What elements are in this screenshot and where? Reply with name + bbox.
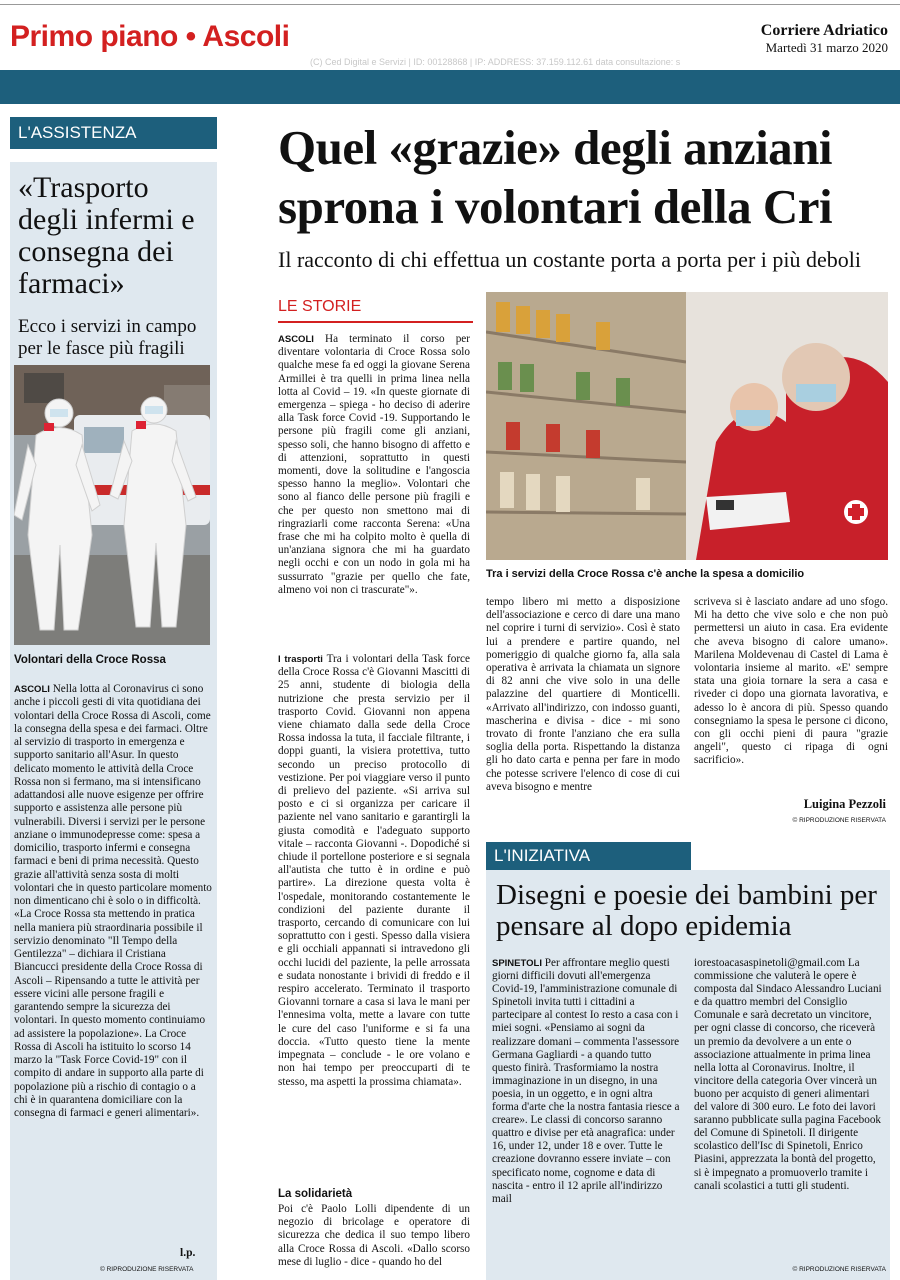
left-rights-notice: © RIPRODUZIONE RISERVATA	[100, 1266, 194, 1273]
main-signature: Luigina Pezzoli	[803, 797, 886, 811]
grocery-photo	[486, 292, 888, 560]
left-subhead: Ecco i servizi in campo per le fasce più fragili	[18, 316, 197, 359]
section-title: Primo piano • Ascoli	[10, 20, 290, 53]
iniziativa-dateline: SPINETOLI	[492, 958, 542, 969]
subhead-trasporti: I trasporti	[278, 654, 323, 665]
watermark-text: (C) Ced Digital e Servizi | ID: 00128868 | IP: ADDRESS: 37.159.112.61 data consultazione: s	[310, 57, 681, 67]
volunteers-photo	[14, 365, 210, 645]
subhead-solidarieta: La solidarietà	[278, 1188, 353, 1200]
iniziativa-kicker: L'INIZIATIVA	[486, 842, 691, 870]
iniziativa-column-2: iorestoacasaspinetoli@gmail.com La commissione che valuterà le opere è composta dal Sindaco Alessandro Luciani e da quattro membri del Consiglio Comunale e sarà decretato un vincitore, per ogni classe di concorso, che riceverà un premio da devolvere a un ente o associazione attualmente in prima linea nella lotta al Coronavirus. Inoltre, il vincitore della categoria Over vincerà un buono per acquisto di generi alimentari del valore di 300 euro. Le foto dei lavori saranno pubblicate sulla pagina Facebook del Comune di Spinetoli. Il dirigente scolastico dell'Isc di Spinetoli, Enrico Piasini, apprezzata la bontà del progetto, si è impegnato a promuoverlo tramite i canali scolastici a tutti gli studenti.	[694, 957, 882, 1192]
paper-date: Martedì 31 marzo 2020	[765, 40, 888, 55]
stories-rule	[278, 321, 473, 323]
main-headline: Quel «grazie» degli anziani sprona i volontari della Cri	[278, 120, 833, 234]
top-rule	[0, 4, 900, 5]
main-dateline: ASCOLI	[278, 334, 314, 345]
iniziativa-rights-notice: © RIPRODUZIONE RISERVATA	[792, 1266, 886, 1273]
main-subhead: Il racconto di chi effettua un costante porta a porta per i più deboli	[278, 247, 861, 272]
article-column-1b	[278, 653, 470, 1089]
paper-name: Corriere Adriatico	[760, 22, 888, 39]
paragraph-3: Poi c'è Paolo Lolli dipendente di un negozio di bricolage e operatore di sicurezza che dedica il suo tempo libero alla Croce Rossa di Ascoli. «Dallo scorso mese di luglio - dice - quando ho del	[278, 1203, 470, 1268]
left-body-paragraph: Nella lotta al Coronavirus ci sono anche i piccoli gesti di vita quotidiana dei volontari della Croce Rossa di Ascoli, come la consegna della spesa e dei farmaci. Oltre al servizio di trasporto in emergenza e supporto sanitario all'Asur. In questo delicato momento le attività della Croce Rossa non si fermano, ma si intensificano adattandosi alle nuove esigenze per offrire supporto e assistenza alle persone più vulnerabili. Diversi i servizi per le persone anziane o immunodepresse come: spesa a domicilio, trasporto infermi e consegna farmaci e beni di prima necessità. Questo grazie all'attività senza sosta di molti volontari che in questo particolare momento non dimenticano chi è solo o in difficoltà. «La Croce Rossa sta mettendo in pratica nella maniera più straordinaria possibile il servizio denominato "Il Tempo della Gentilezza" – dichiara il Cristiana Biancucci presidente della Croce Rossa di Ascoli – Ripensando a tutte le attività per essere vicini alle persone fragili e garantendo sempre la sicurezza dei volontari. In questo momento continuiamo ad assistere la popolazione». La Croce Rossa di Ascoli ha istituito lo scorso 14 marzo la "Task Force Covid-19" con il compito di andare in supporto alla parte di popolazione più a rischio di contagio o a chi è in quarantena domiciliare con la consegna di farmaci e generi alimentari».	[14, 683, 212, 1119]
left-signature: l.p.	[180, 1247, 196, 1259]
left-photo-caption: Volontari della Croce Rossa	[14, 654, 166, 666]
paragraph-1: Ha terminato il corso per diventare volontaria di Croce Rossa solo qualche mese fa ed oggi la giovane Serena Armillei è tra quelli in prima linea nella lotta al Covid – 19. «In queste giornate di emergenza – spiega - ho deciso di aderire alla Task force Covid -19. Supportando le persone più fragili come gli anziani, spesso soli, che hanno bisogno di affetto e di attenzioni, soprattutto in questi momenti, dove la solitudine e l'angoscia spesso hanno la meglio». Volontari che sono al fianco delle persone più fragili e che per questo non smettono mai di ringraziarli come racconta Serena: «Una frase che mi ha colpito molto è quella di un'anziana signora che mi ha guardato negli occhi e con un nodo in gola mi ha sussurrato "grazie per quello che fate, almeno voi non ci trascurate"».	[278, 333, 470, 596]
left-dateline: ASCOLI	[14, 684, 50, 695]
article-column-3: scriveva si è lasciato andare ad uno sfogo. Mi ha detto che vive solo e che non può permettersi un aiuto in casa. Era evidente che aveva bisogno di calore umano». Marilena Moldevenau di Castel di Lama è volontaria insieme al marito. «E' sempre stata una gioia tornare la sera a casa e riveder ci dopo una giornata lavorativa, e adesso lo è ancora di più. Spesso quando consegniamo la spesa le persone ci dicono, con gli occhi pieni di paura "grazie angeli", questo ci ripaga di ogni sacrificio».	[694, 596, 888, 767]
main-photo-caption: Tra i servizi della Croce Rossa c'è anche la spesa a domicilio	[486, 568, 805, 580]
paragraph-2: Tra i volontari della Task force della Croce Rossa c'è Giovanni Mascitti di 25 anni, studente di biologia della nutrizione che presta servizio per il trasporto Covid. Giovanni non appena viene chiamato dalla sede della Croce Rossa indossa la tuta, il facciale filtrante, i doppi guanti, la visiera protettiva, tutto secondo un preciso protocollo di vestizione. Per poi viaggiare verso il punto di prelievo del paziente. «Si arriva sul posto e ci si organizza per caricare il paziente nel vano sanitario e garantirgli la giusta comodità e l'adeguato supporto vitale – racconta Giovanni -. Dopodiché si chiude il portellone posteriore e si segnala all'autista che tutto è in ordine e può partire». La direzione questa volta è l'ospedale, monitorando costantemente le condizioni del paziente durante il trasporto, cercando di comunicare con lui soprattutto con i gesti. Spesso dalla visiera e gli occhiali appannati si intravedono gli occhi lucidi del paziente, la pelle arrossata e sudata nonostante i brividi di freddo e il respiro accelerato. Terminato il trasporto Giovanni tornare a casa si lava le mani per l'ennesima volta, mette a lavare con tutte le cure del caso l'uniforme e si fa una doccia. «Tutto questo tiene la mente impegnata – conclude - le ore volano e non hai tempo per preoccuparti di te stesso, ma aspetti la prossima chiamata».	[278, 653, 470, 1088]
main-rights-notice: © RIPRODUZIONE RISERVATA	[792, 817, 886, 824]
iniziativa-headline: Disegni e poesie dei bambini per pensare al dopo epidemia	[496, 879, 877, 942]
stories-label: LE STORIE	[278, 298, 362, 315]
left-headline: «Trasporto degli infermi e consegna dei farmaci»	[18, 171, 195, 300]
left-body-text	[14, 683, 212, 1120]
article-column-2: tempo libero mi metto a disposizione dell'associazione e cerco di dare una mano nel coprire i turni di servizio». Così è stato lui a prendere e partire quando, nel pomeriggio di qualche giorno fa, alla sala operativa è arrivata la chiamata un signore di 82 anni che vive solo in una delle palazzine del quartiere di Monticelli. «Arrivato all'indirizzo, con indosso guanti, mascherina e divisa - dice - mi sono trovato di fronte l'anziano che era sulla soglia della porta. Rispettando la distanza gli ho dato carta e penna per fare in modo che potesse scrivere l'elenco di cose di cui aveva bisogno e mentre	[486, 596, 680, 793]
left-kicker: L'ASSISTENZA	[10, 117, 217, 149]
iniziativa-paragraph-1: Per affrontare meglio questi giorni difficili dovuti all'emergenza Covid-19, l'amministrazione comunale di Spinetoli invita tutti i cittadini a partecipare al contest Io resto a casa con i miei sogni. «Pensiamo ai sogni da realizzare domani – commenta l'assessore Germana Gagliardi - a quando tutto questo finirà. Trasformiamo la nostra immaginazione in un disegno, in una poesia, in un oggetto, e in ogni altra forma d'arte che la nostra fantasia riesce a creare». Le classi di concorso saranno quattro e divise per età anagrafica: under 16, under 12, under 18 e over. Tutte le creazione dovranno essere inviate – con specificato nome, cognome e data di nascita - entro il 12 aprile all'indirizzo mail	[492, 957, 680, 1205]
iniziativa-column-1	[492, 957, 682, 1206]
article-column-1a	[278, 333, 470, 597]
header-bar	[0, 70, 900, 104]
